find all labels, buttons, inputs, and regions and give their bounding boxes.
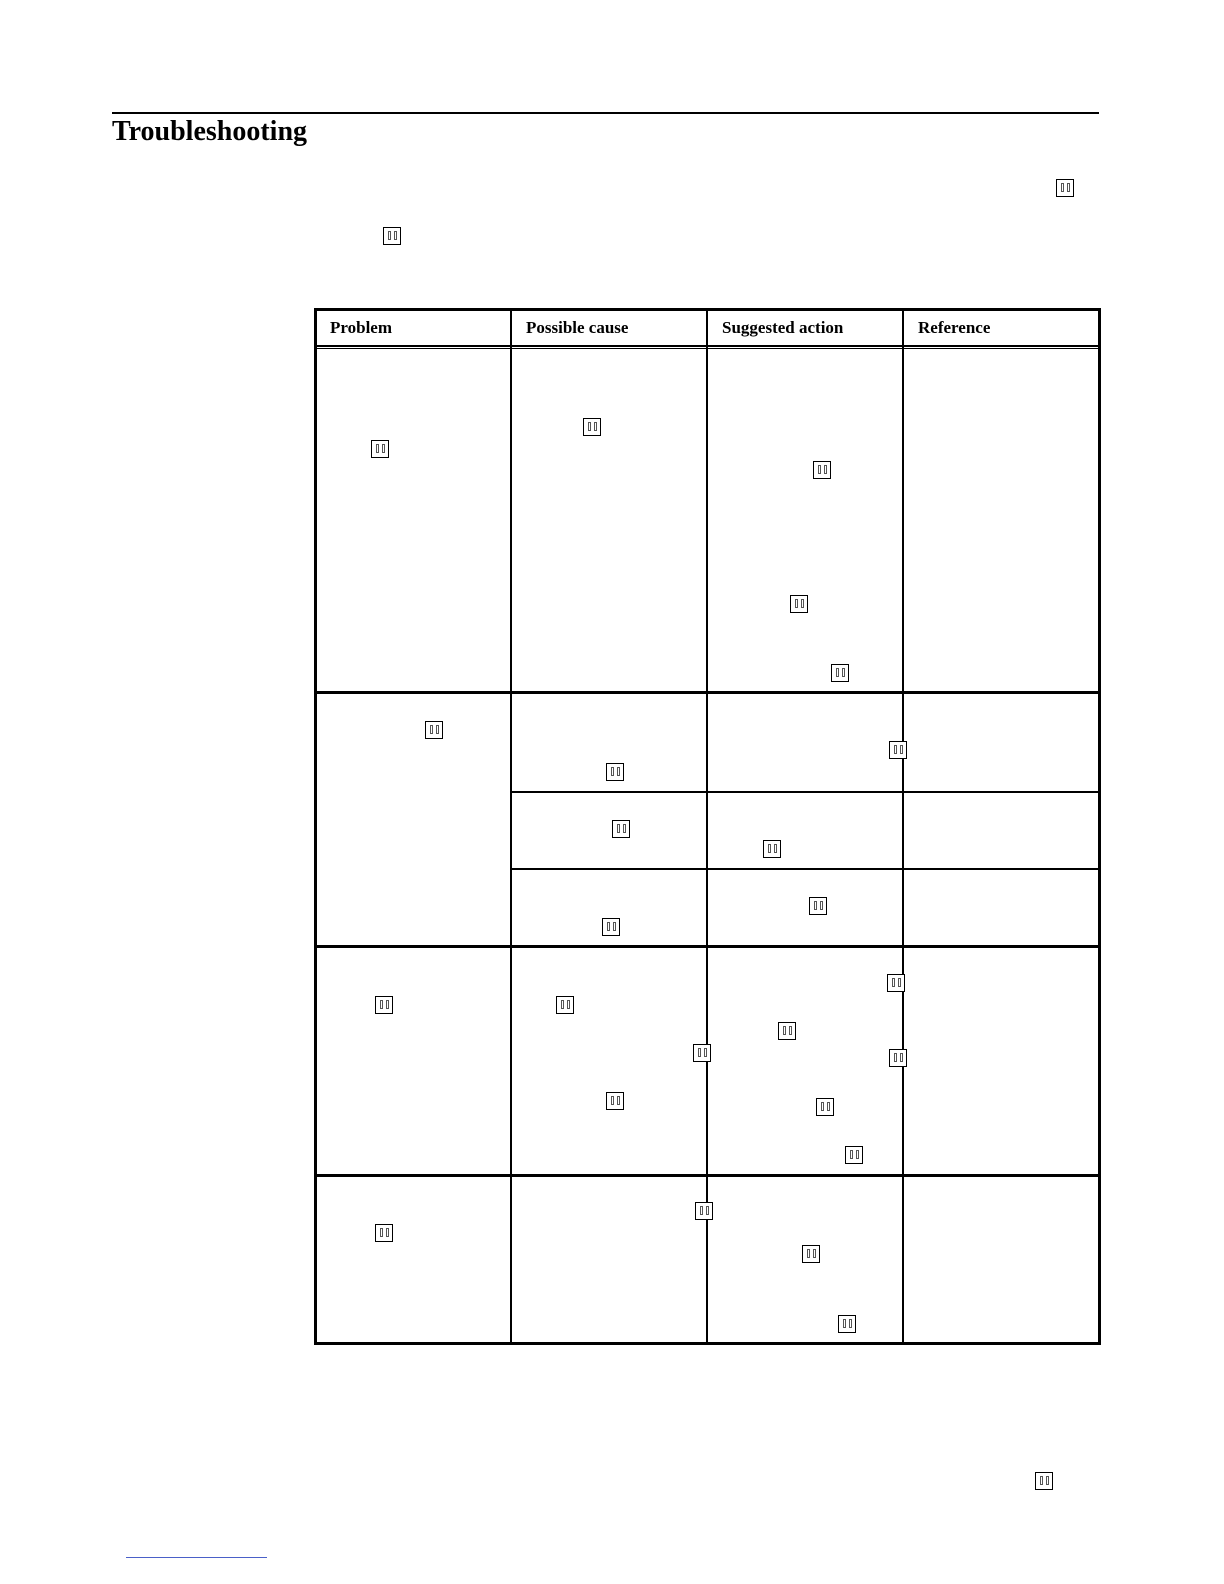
cell-glyph bbox=[606, 1092, 624, 1110]
cell-glyph bbox=[375, 1224, 393, 1242]
column-divider bbox=[706, 308, 708, 1345]
cell-glyph bbox=[695, 1202, 713, 1220]
cell-glyph bbox=[602, 918, 620, 936]
cell-glyph bbox=[831, 664, 849, 682]
column-divider bbox=[902, 308, 904, 1345]
intro-glyph bbox=[1056, 179, 1074, 197]
row-divider bbox=[510, 868, 1101, 870]
page-title: Troubleshooting bbox=[112, 116, 308, 147]
cell-glyph bbox=[887, 974, 905, 992]
header-suggested-action: Suggested action bbox=[722, 318, 844, 337]
cell-glyph bbox=[763, 840, 781, 858]
cell-glyph bbox=[583, 418, 601, 436]
table-border-right bbox=[1098, 308, 1101, 1345]
intro-glyph bbox=[383, 227, 401, 245]
header-rule bbox=[314, 345, 1101, 347]
cell-glyph bbox=[809, 897, 827, 915]
table-border-left bbox=[314, 308, 317, 1345]
cell-glyph bbox=[802, 1245, 820, 1263]
cell-glyph bbox=[556, 996, 574, 1014]
cell-glyph bbox=[375, 996, 393, 1014]
top-rule bbox=[112, 112, 1099, 114]
footer-glyph bbox=[1035, 1472, 1053, 1490]
cell-glyph bbox=[371, 440, 389, 458]
cell-glyph bbox=[693, 1044, 711, 1062]
cell-glyph bbox=[813, 461, 831, 479]
header-possible-cause: Possible cause bbox=[526, 318, 629, 337]
cell-glyph bbox=[790, 595, 808, 613]
cell-glyph bbox=[425, 721, 443, 739]
row-divider bbox=[314, 1174, 1101, 1177]
row-divider bbox=[510, 791, 1101, 793]
footer-link[interactable] bbox=[126, 1557, 267, 1558]
cell-glyph bbox=[889, 1049, 907, 1067]
cell-glyph bbox=[606, 763, 624, 781]
cell-glyph bbox=[778, 1022, 796, 1040]
cell-glyph bbox=[816, 1098, 834, 1116]
cell-glyph bbox=[612, 820, 630, 838]
row-divider bbox=[314, 691, 1101, 694]
row-divider bbox=[314, 945, 1101, 948]
column-divider bbox=[510, 308, 512, 1345]
cell-glyph bbox=[838, 1315, 856, 1333]
header-problem: Problem bbox=[330, 318, 393, 337]
header-rule bbox=[314, 348, 1101, 349]
header-reference: Reference bbox=[918, 318, 991, 337]
cell-glyph bbox=[845, 1146, 863, 1164]
cell-glyph bbox=[889, 741, 907, 759]
